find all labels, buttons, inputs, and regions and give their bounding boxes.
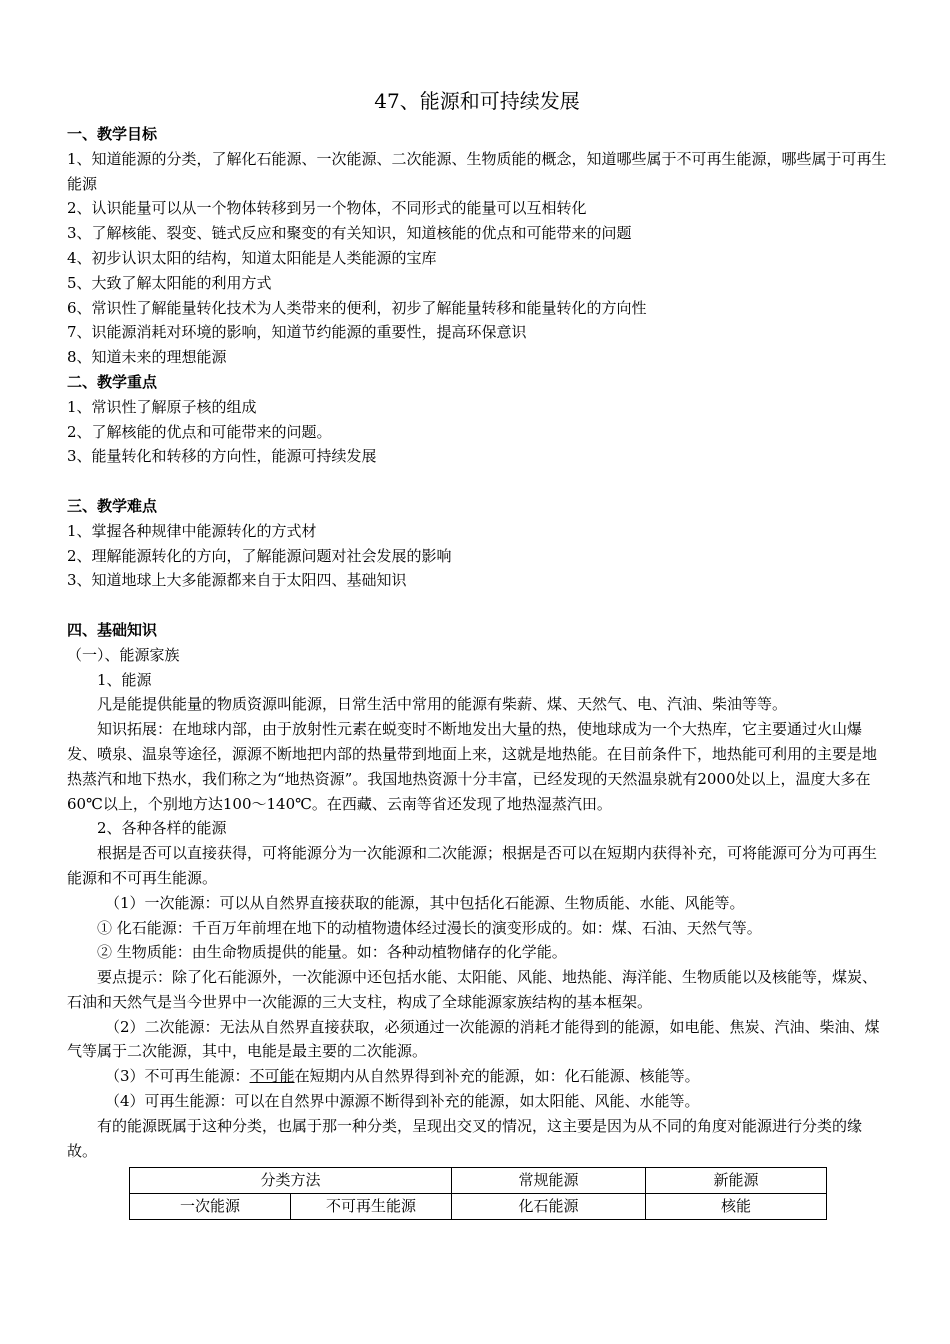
key-point-item: 1、常识性了解原子核的组成 <box>67 397 257 416</box>
spacer <box>67 469 887 494</box>
table-cell: 一次能源 <box>130 1194 291 1220</box>
underlined-text: 不可能 <box>249 1067 295 1086</box>
page-title: 47、能源和可持续发展 <box>374 89 580 113</box>
paragraph: 有的能源既属于这种分类，也属于那一种分类，呈现出交叉的情况，这主要是因为从不同的角度对能源进行分类的缘故。 <box>67 1116 863 1160</box>
paragraph: （1）一次能源：可以从自然界直接获取的能源，其中包括化石能源、生物质能、水能、风能等。 <box>105 893 745 912</box>
paragraph: 要点提示：除了化石能源外，一次能源中还包括水能、太阳能、风能、地热能、海洋能、生物质能以及核能等，煤炭、石油和天然气是当今世界中一次能源的三大支柱，构成了全球能源家族结构的基本框架。 <box>67 968 878 1011</box>
table-header-cell: 常规能源 <box>452 1168 646 1194</box>
difficulty-item: 2、理解能源转化的方向，了解能源问题对社会发展的影响 <box>67 546 452 565</box>
table-header-cell: 新能源 <box>646 1168 827 1194</box>
section-heading-basics: 四、基础知识 <box>67 620 158 639</box>
spacer <box>67 593 887 618</box>
text-span: （3）不可再生能源： <box>105 1067 250 1086</box>
goal-item: 1、知道能源的分类，了解化石能源、一次能源、二次能源、生物质能的概念，知道哪些属于不可再生能源，哪些属于可再生能源 <box>67 149 887 193</box>
paragraph: （4）可再生能源：可以在自然界中源源不断得到补充的能源，如太阳能、风能、水能等。 <box>105 1092 700 1111</box>
goal-item: 7、识能源消耗对环境的影响，知道节约能源的重要性，提高环保意识 <box>67 323 527 342</box>
difficulty-item: 3、知道地球上大多能源都来自于太阳四、基础知识 <box>67 571 407 590</box>
table-row <box>130 1168 827 1194</box>
subsection-heading: （一）、能源家族 <box>67 645 180 664</box>
document-page <box>67 86 887 1220</box>
paragraph: 知识拓展：在地球内部，由于放射性元素在蜕变时不断地发出大量的热，使地球成为一个大热库，它主要通过火山爆发、喷泉、温泉等途径，源源不断地把内部的热量带到地面上来，这就是地热能。在目前条件下，地热能可利用的主要是地热蒸汽和地下热水，我们称之为“地热资源”。我国地热资源十分丰富，已经发现的天然温泉就有2000处以上，温度大多在60℃以上，个别地方达100～140℃。在西藏、云南等省还发现了地热湿蒸汽田。 <box>67 720 878 813</box>
subsection-item: 2、各种各样的能源 <box>97 819 227 838</box>
goal-item: 5、大致了解太阳能的利用方式 <box>67 273 272 292</box>
text-span: 在短期内从自然界得到补充的能源，如：化石能源、核能等。 <box>294 1067 700 1086</box>
paragraph: （2）二次能源：无法从自然界直接获取，必须通过一次能源的消耗才能得到的能源，如电能、焦炭、汽油、柴油、煤气等属于二次能源，其中，电能是最主要的二次能源。 <box>67 1017 880 1061</box>
subsection-item: 1、能源 <box>97 670 152 689</box>
goal-item: 6、常识性了解能量转化技术为人类带来的便利，初步了解能量转移和能量转化的方向性 <box>67 298 647 317</box>
goal-item: 4、初步认识太阳的结构，知道太阳能是人类能源的宝库 <box>67 248 437 267</box>
goal-item: 3、了解核能、裂变、链式反应和聚变的有关知识，知道核能的优点和可能带来的问题 <box>67 224 632 243</box>
section-heading-goals: 一、教学目标 <box>67 125 158 143</box>
goal-item: 2、认识能量可以从一个物体转移到另一个物体，不同形式的能量可以互相转化 <box>67 199 587 218</box>
paragraph: ① 化石能源：千百万年前埋在地下的动植物遗体经过漫长的演变形成的。如：煤、石油、天然气等。 <box>97 918 762 937</box>
goal-item: 8、知道未来的理想能源 <box>67 348 227 367</box>
table-cell: 不可再生能源 <box>291 1194 452 1220</box>
table-cell: 化石能源 <box>452 1194 646 1220</box>
key-point-item: 2、了解核能的优点和可能带来的问题。 <box>67 422 332 441</box>
table-header-cell: 分类方法 <box>130 1168 452 1194</box>
section-heading-difficulties: 三、教学难点 <box>67 496 158 515</box>
paragraph: 根据是否可以直接获得，可将能源分为一次能源和二次能源；根据是否可以在短期内获得补充，可将能源可分为可再生能源和不可再生能源。 <box>67 844 878 887</box>
energy-classification-table <box>129 1167 827 1220</box>
difficulty-item: 1、掌握各种规律中能源转化的方式材 <box>67 521 317 540</box>
table-cell: 核能 <box>646 1194 827 1220</box>
key-point-item: 3、能量转化和转移的方向性，能源可持续发展 <box>67 447 377 466</box>
paragraph <box>67 1064 887 1089</box>
table-row <box>130 1194 827 1220</box>
paragraph: 凡是能提供能量的物质资源叫能源，日常生活中常用的能源有柴薪、煤、天然气、电、汽油、柴油等等。 <box>97 695 788 714</box>
section-heading-key-points: 二、教学重点 <box>67 372 158 391</box>
paragraph: ② 生物质能：由生命物质提供的能量。如：各种动植物储存的化学能。 <box>97 943 567 962</box>
